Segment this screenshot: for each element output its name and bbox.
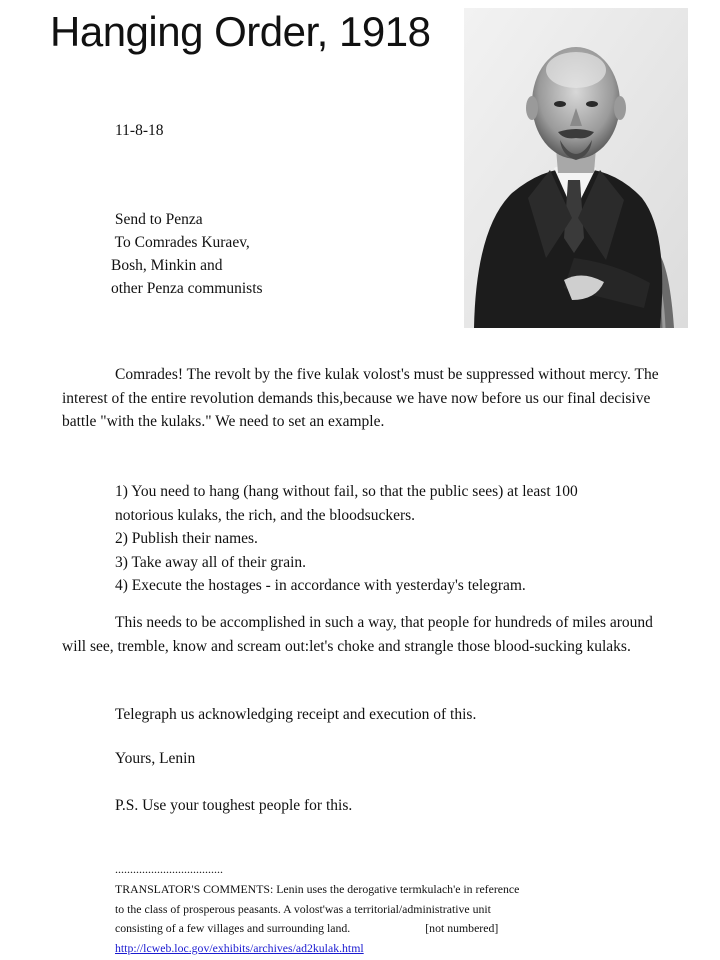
telegraph-line: Telegraph us acknowledging receipt and execution of this. (115, 706, 477, 723)
address-line: other Penza communists (111, 280, 263, 297)
note-line: to the class of prosperous peasants. A volost'was a territorial/administrative unit (115, 901, 491, 916)
letter-address (111, 208, 263, 300)
address-line: Send to Penza (111, 211, 203, 228)
separator: .................................... (115, 862, 223, 876)
list-item: 2) Publish their names. (115, 530, 258, 547)
page-title: Hanging Order, 1918 (50, 8, 431, 55)
address-line: To Comrades Kuraev, (111, 234, 250, 251)
postscript: P.S. Use your toughest people for this. (115, 797, 353, 814)
paragraph-accomplish (62, 611, 667, 658)
translator-comments (115, 880, 635, 958)
paragraph-text: Comrades! The revolt by the five kulak volost's must be suppressed without mercy. The interest of the entire revolution demands this,because we have now before us our final decisive battle "with the kulaks." We need to set an example. (62, 366, 659, 430)
address-line: Bosh, Minkin and (111, 257, 223, 274)
portrait-photo (464, 8, 688, 328)
note-line (115, 919, 635, 939)
list-item: 1) You need to hang (hang without fail, so that the public sees) at least 100 (115, 483, 578, 500)
paragraph-comrades (62, 363, 667, 434)
note-text: consisting of a few villages and surrounding land. (115, 921, 351, 935)
note-line: TRANSLATOR'S COMMENTS: Lenin uses the derogative termkulach'e in reference (115, 882, 520, 896)
letter-date: 11-8-18 (115, 122, 164, 139)
order-list (115, 480, 578, 598)
source-link[interactable]: http://lcweb.loc.gov/exhibits/archives/ad2kulak.html (115, 940, 364, 955)
paragraph-text: This needs to be accomplished in such a way, that people for hundreds of miles around will see, tremble, know and scream out:let's choke and strangle those blood-sucking kulaks. (62, 614, 653, 655)
list-item: 3) Take away all of their grain. (115, 553, 307, 571)
list-item: 4) Execute the hostages - in accordance with yesterday's telegram. (115, 577, 526, 594)
list-item: notorious kulaks, the rich, and the bloodsuckers. (115, 506, 416, 524)
page-number-note: [not numbered] (425, 921, 499, 935)
signature: Yours, Lenin (115, 750, 196, 767)
